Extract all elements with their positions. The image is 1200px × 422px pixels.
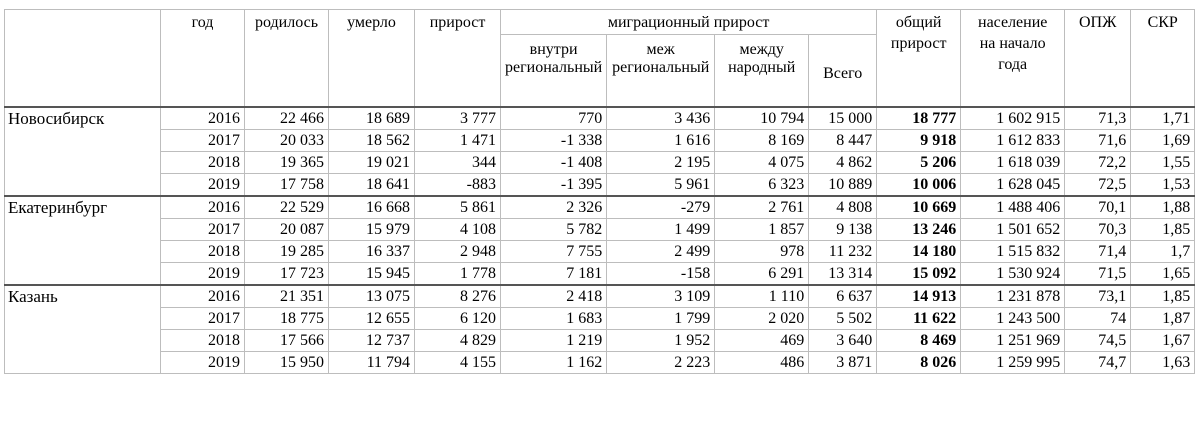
demographics-table: [4, 9, 1195, 374]
header-life-expectancy: ОПЖ: [1065, 10, 1131, 108]
cell-intra: 1 162: [501, 352, 607, 374]
cell-died: 18 562: [329, 130, 415, 152]
cell-died: 18 641: [329, 174, 415, 197]
cell-died: 13 075: [329, 285, 415, 308]
cell-growth: 344: [415, 152, 501, 174]
cell-skr: 1,55: [1131, 152, 1195, 174]
header-fertility-rate: СКР: [1131, 10, 1195, 108]
cell-inter: 2 195: [607, 152, 715, 174]
cell-year: 2017: [161, 130, 245, 152]
cell-born: 22 529: [245, 196, 329, 219]
cell-mig-total: 4 808: [809, 196, 877, 219]
cell-population: 1 231 878: [961, 285, 1065, 308]
cell-opzh: 70,3: [1065, 219, 1131, 241]
cell-opzh: 73,1: [1065, 285, 1131, 308]
cell-opzh: 71,3: [1065, 107, 1131, 130]
cell-year: 2019: [161, 352, 245, 374]
cell-inter: 1 616: [607, 130, 715, 152]
cell-born: 20 087: [245, 219, 329, 241]
cell-total-growth: 10 006: [877, 174, 961, 197]
cell-intl: 6 291: [715, 263, 809, 286]
cell-inter: 1 499: [607, 219, 715, 241]
header-intra-line-1: внутри: [529, 41, 578, 58]
cell-year: 2016: [161, 196, 245, 219]
cell-intra: 1 683: [501, 308, 607, 330]
cell-skr: 1,85: [1131, 285, 1195, 308]
header-migration: миграционный прирост: [501, 10, 877, 35]
cell-opzh: 74,5: [1065, 330, 1131, 352]
cell-total-growth: 14 180: [877, 241, 961, 263]
table-row: [5, 130, 1195, 152]
cell-born: 17 723: [245, 263, 329, 286]
cell-born: 19 285: [245, 241, 329, 263]
cell-skr: 1,67: [1131, 330, 1195, 352]
header-died: умерло: [329, 10, 415, 108]
cell-died: 19 021: [329, 152, 415, 174]
cell-opzh: 74,7: [1065, 352, 1131, 374]
header-year: год: [161, 10, 245, 108]
cell-born: 17 566: [245, 330, 329, 352]
table-row: [5, 219, 1195, 241]
cell-inter: 3 436: [607, 107, 715, 130]
cell-intl: 10 794: [715, 107, 809, 130]
header-inter-line-1: меж: [646, 41, 675, 58]
cell-died: 15 945: [329, 263, 415, 286]
cell-mig-total: 3 871: [809, 352, 877, 374]
header-row-top: [5, 10, 1195, 35]
cell-intra: -1 338: [501, 130, 607, 152]
cell-population: 1 628 045: [961, 174, 1065, 197]
cell-mig-total: 13 314: [809, 263, 877, 286]
cell-intl: 8 169: [715, 130, 809, 152]
cell-opzh: 70,1: [1065, 196, 1131, 219]
cell-intra: 5 782: [501, 219, 607, 241]
cell-inter: 2 223: [607, 352, 715, 374]
cell-born: 18 775: [245, 308, 329, 330]
header-intra-line-2: региональный: [505, 59, 603, 76]
cell-died: 12 737: [329, 330, 415, 352]
cell-population: 1 501 652: [961, 219, 1065, 241]
header-intl-line-2: народный: [728, 59, 796, 76]
cell-population: 1 602 915: [961, 107, 1065, 130]
header-population-line-2: на начало: [979, 35, 1046, 52]
cell-intra: -1 395: [501, 174, 607, 197]
cell-intl: 1 110: [715, 285, 809, 308]
header-migration-total: Всего: [809, 35, 877, 108]
header-total-growth-line-2: прирост: [890, 35, 947, 52]
cell-opzh: 72,2: [1065, 152, 1131, 174]
header-population: [961, 10, 1065, 108]
table-body: [5, 107, 1195, 374]
cell-population: 1 515 832: [961, 241, 1065, 263]
city-name: Казань: [5, 285, 161, 374]
cell-growth: 6 120: [415, 308, 501, 330]
header-international: [715, 35, 809, 108]
cell-population: 1 612 833: [961, 130, 1065, 152]
cell-born: 15 950: [245, 352, 329, 374]
cell-year: 2016: [161, 107, 245, 130]
cell-inter: 1 952: [607, 330, 715, 352]
cell-year: 2018: [161, 330, 245, 352]
cell-intra: 2 418: [501, 285, 607, 308]
cell-born: 19 365: [245, 152, 329, 174]
cell-mig-total: 10 889: [809, 174, 877, 197]
cell-died: 12 655: [329, 308, 415, 330]
cell-year: 2019: [161, 174, 245, 197]
cell-intl: 978: [715, 241, 809, 263]
cell-born: 20 033: [245, 130, 329, 152]
header-growth: прирост: [415, 10, 501, 108]
cell-died: 16 668: [329, 196, 415, 219]
cell-born: 17 758: [245, 174, 329, 197]
cell-intra: 7 181: [501, 263, 607, 286]
cell-skr: 1,53: [1131, 174, 1195, 197]
cell-total-growth: 15 092: [877, 263, 961, 286]
cell-total-growth: 5 206: [877, 152, 961, 174]
cell-growth: 5 861: [415, 196, 501, 219]
cell-born: 21 351: [245, 285, 329, 308]
cell-died: 16 337: [329, 241, 415, 263]
city-name: Екатеринбург: [5, 196, 161, 285]
cell-opzh: 72,5: [1065, 174, 1131, 197]
cell-intra: 2 326: [501, 196, 607, 219]
cell-intl: 469: [715, 330, 809, 352]
cell-population: 1 251 969: [961, 330, 1065, 352]
cell-year: 2017: [161, 308, 245, 330]
cell-skr: 1,71: [1131, 107, 1195, 130]
cell-growth: 4 108: [415, 219, 501, 241]
table-row: [5, 174, 1195, 197]
cell-year: 2018: [161, 152, 245, 174]
cell-total-growth: 18 777: [877, 107, 961, 130]
cell-mig-total: 15 000: [809, 107, 877, 130]
cell-intra: 1 219: [501, 330, 607, 352]
cell-inter: 3 109: [607, 285, 715, 308]
header-intl-line-1: между: [739, 41, 784, 58]
cell-intl: 1 857: [715, 219, 809, 241]
cell-opzh: 71,6: [1065, 130, 1131, 152]
cell-population: 1 530 924: [961, 263, 1065, 286]
cell-intl: 2 761: [715, 196, 809, 219]
cell-population: 1 259 995: [961, 352, 1065, 374]
city-name: Новосибирск: [5, 107, 161, 196]
cell-skr: 1,87: [1131, 308, 1195, 330]
cell-inter: -158: [607, 263, 715, 286]
cell-growth: 4 829: [415, 330, 501, 352]
cell-inter: 5 961: [607, 174, 715, 197]
cell-skr: 1,69: [1131, 130, 1195, 152]
cell-died: 11 794: [329, 352, 415, 374]
cell-intra: 770: [501, 107, 607, 130]
cell-growth: -883: [415, 174, 501, 197]
cell-total-growth: 8 469: [877, 330, 961, 352]
table-row: [5, 152, 1195, 174]
cell-inter: 2 499: [607, 241, 715, 263]
cell-intl: 2 020: [715, 308, 809, 330]
header-intra-regional: [501, 35, 607, 108]
cell-total-growth: 10 669: [877, 196, 961, 219]
cell-total-growth: 9 918: [877, 130, 961, 152]
cell-skr: 1,65: [1131, 263, 1195, 286]
cell-growth: 2 948: [415, 241, 501, 263]
cell-mig-total: 4 862: [809, 152, 877, 174]
cell-died: 18 689: [329, 107, 415, 130]
cell-growth: 1 471: [415, 130, 501, 152]
cell-mig-total: 6 637: [809, 285, 877, 308]
cell-opzh: 71,5: [1065, 263, 1131, 286]
cell-intra: 7 755: [501, 241, 607, 263]
cell-skr: 1,7: [1131, 241, 1195, 263]
cell-inter: -279: [607, 196, 715, 219]
table-row: [5, 308, 1195, 330]
cell-growth: 1 778: [415, 263, 501, 286]
cell-skr: 1,63: [1131, 352, 1195, 374]
cell-growth: 8 276: [415, 285, 501, 308]
header-born: родилось: [245, 10, 329, 108]
table-row: [5, 196, 1195, 219]
table-row: [5, 352, 1195, 374]
header-total-growth: [877, 10, 961, 108]
table-row: [5, 241, 1195, 263]
cell-population: 1 618 039: [961, 152, 1065, 174]
cell-intra: -1 408: [501, 152, 607, 174]
table-row: [5, 330, 1195, 352]
cell-died: 15 979: [329, 219, 415, 241]
cell-mig-total: 9 138: [809, 219, 877, 241]
cell-mig-total: 11 232: [809, 241, 877, 263]
table-row: [5, 107, 1195, 130]
cell-mig-total: 8 447: [809, 130, 877, 152]
cell-total-growth: 8 026: [877, 352, 961, 374]
header-population-line-3: года: [998, 56, 1028, 73]
cell-born: 22 466: [245, 107, 329, 130]
cell-intl: 4 075: [715, 152, 809, 174]
cell-population: 1 243 500: [961, 308, 1065, 330]
cell-opzh: 71,4: [1065, 241, 1131, 263]
table-row: [5, 263, 1195, 286]
table-row: [5, 285, 1195, 308]
cell-growth: 3 777: [415, 107, 501, 130]
cell-skr: 1,85: [1131, 219, 1195, 241]
header-inter-line-2: региональный: [612, 59, 710, 76]
cell-skr: 1,88: [1131, 196, 1195, 219]
cell-year: 2017: [161, 219, 245, 241]
cell-total-growth: 14 913: [877, 285, 961, 308]
header-total-growth-line-1: общий: [895, 14, 942, 31]
cell-year: 2016: [161, 285, 245, 308]
cell-inter: 1 799: [607, 308, 715, 330]
cell-opzh: 74: [1065, 308, 1131, 330]
cell-mig-total: 3 640: [809, 330, 877, 352]
cell-mig-total: 5 502: [809, 308, 877, 330]
cell-population: 1 488 406: [961, 196, 1065, 219]
cell-total-growth: 11 622: [877, 308, 961, 330]
cell-intl: 486: [715, 352, 809, 374]
corner-cell: [5, 10, 161, 108]
cell-year: 2019: [161, 263, 245, 286]
cell-intl: 6 323: [715, 174, 809, 197]
header-population-line-1: население: [978, 14, 1048, 31]
cell-total-growth: 13 246: [877, 219, 961, 241]
header-inter-regional: [607, 35, 715, 108]
cell-year: 2018: [161, 241, 245, 263]
cell-growth: 4 155: [415, 352, 501, 374]
